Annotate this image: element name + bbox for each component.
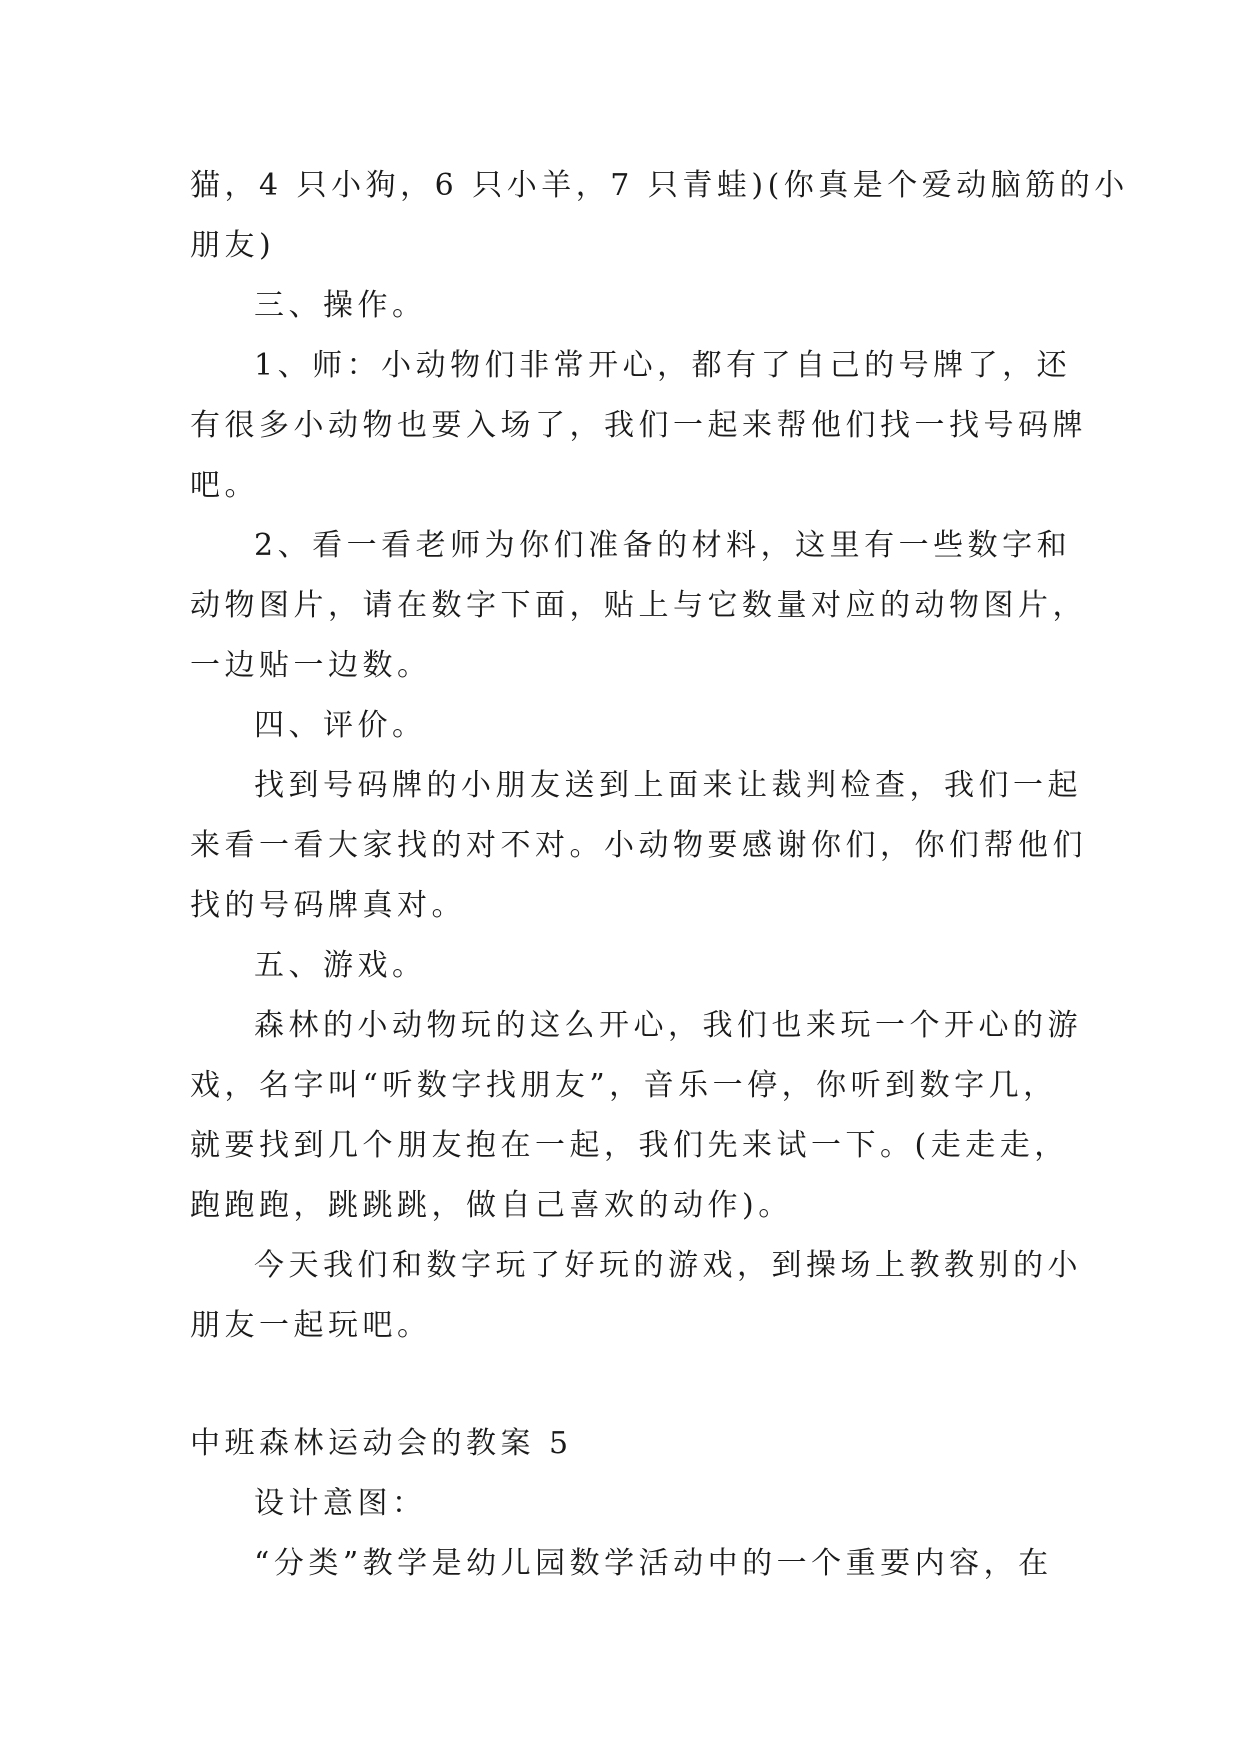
paragraph-line: 找的号码牌真对。	[190, 888, 466, 923]
section-heading: 五、游戏。	[254, 948, 427, 983]
paragraph-line: 戏，名字叫“听数字找朋友”，音乐一停，你听到数字几，	[190, 1068, 1058, 1103]
paragraph-line: 动物图片，请在数字下面，贴上与它数量对应的动物图片，	[190, 588, 1087, 623]
paragraph-line: 来看一看大家找的对不对。小动物要感谢你们，你们帮他们	[190, 828, 1087, 863]
paragraph-line: 跑跑跑，跳跳跳，做自己喜欢的动作)。	[190, 1188, 793, 1223]
paragraph-line: 吧。	[190, 468, 259, 503]
paragraph-line: “分类”教学是幼儿园数学活动中的一个重要内容，在	[254, 1546, 1053, 1581]
document-body	[190, 156, 1129, 1594]
paragraph-line: 猫，4 只小狗，6 只小羊，7 只青蛙)(你真是个爱动脑筋的小	[190, 168, 1129, 203]
paragraph-line: 森林的小动物玩的这么开心，我们也来玩一个开心的游	[254, 1008, 1082, 1043]
section-heading: 三、操作。	[254, 288, 427, 323]
section-title: 中班森林运动会的教案 5	[190, 1426, 573, 1461]
paragraph-line: 有很多小动物也要入场了，我们一起来帮他们找一找号码牌	[190, 408, 1087, 443]
paragraph-line: 朋友一起玩吧。	[190, 1308, 432, 1343]
paragraph-line: 今天我们和数字玩了好玩的游戏，到操场上教教别的小	[254, 1248, 1082, 1283]
section-spacer	[190, 1356, 1070, 1414]
paragraph-line: 找到号码牌的小朋友送到上面来让裁判检查，我们一起	[254, 768, 1082, 803]
paragraph-line: 设计意图：	[254, 1486, 427, 1521]
paragraph-line: 2、看一看老师为你们准备的材料，这里有一些数字和	[254, 528, 1072, 563]
paragraph-line: 就要找到几个朋友抱在一起，我们先来试一下。(走走走，	[190, 1128, 1069, 1163]
paragraph-line: 1、师：小动物们非常开心，都有了自己的号牌了，还	[254, 348, 1072, 383]
paragraph-line: 一边贴一边数。	[190, 648, 432, 683]
paragraph-line: 朋友)	[190, 228, 276, 263]
section-heading: 四、评价。	[254, 708, 427, 743]
